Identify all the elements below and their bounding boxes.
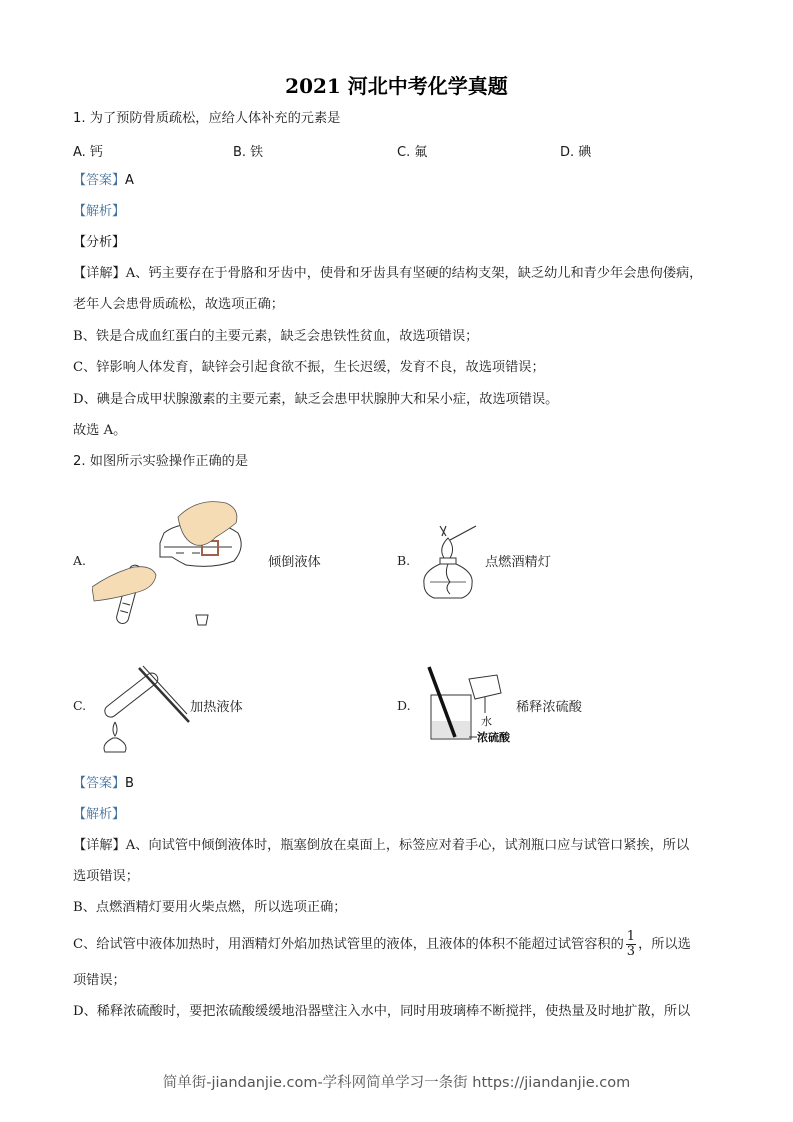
alcohol-lamp-icon (420, 522, 480, 602)
q1-detail-line: B、铁是合成血红蛋白的主要元素，缺乏会患铁性贫血，故选项错误； (73, 329, 479, 344)
footer-watermark: 简单街-jiandanjie.com-学科网简单学习一条街 https://jiandanjie.com (162, 1075, 631, 1091)
q2-detail-line: 项错误； (73, 973, 126, 988)
fenxi-tag: 【分析】 (73, 235, 126, 250)
q1-fenxi-tag (73, 234, 125, 252)
q2-detail-line: D、稀释浓硫酸时，要把浓硫酸缓缓地沿器壁注入水中，同时用玻璃棒不断搅拌，使热量及时地扩散，所以 (73, 1004, 691, 1019)
q1-stem: 1. 为了预防骨质疏松，应给人体补充的元素是 (73, 111, 341, 126)
q1-detail-line: 老年人会患骨质疏松，故选项正确； (73, 297, 284, 312)
q1-detail-line: C、锌影响人体发育，缺锌会引起食欲不振，生长迟缓，发育不良，故选项错误； (73, 360, 545, 375)
heating-test-tube-icon (95, 660, 190, 755)
q2-detail-line-with-fraction: C、给试管中液体加热时，用酒精灯外焰加热试管里的液体，且液体的体积不能超过试管容积的 $\frac{1}{3}$ ，所以选 (73, 929, 691, 959)
q2-detail-line: 选项错误； (73, 869, 139, 884)
figure-a-caption: 倾倒液体 (268, 555, 321, 570)
figure-b-label: B. (397, 553, 411, 568)
q1-detail-line: 【详解】A、钙主要存在于骨胳和牙齿中，使骨和牙齿具有坚硬的结构支架，缺乏幼儿和青少年会患佝偻病， (73, 266, 703, 281)
figure-a-label: A. (73, 553, 87, 568)
q1-detail-line: D、碘是合成甲状腺激素的主要元素，缺乏会患甲状腺肿大和呆小症，故选项错误。 (73, 392, 559, 407)
q2-stem: 2. 如图所示实验操作正确的是 (73, 454, 249, 469)
diluting-acid-icon (425, 665, 515, 745)
q1-option-c: C. 氟 (397, 145, 428, 160)
figure-b-caption: 点燃酒精灯 (485, 555, 551, 570)
q1-option-d: D. 碘 (560, 145, 592, 160)
answer-value: B (125, 776, 134, 791)
q2-detail-line: 【详解】A、向试管中倾倒液体时，瓶塞倒放在桌面上，标签应对着手心，试剂瓶口应与试管口紧挨，所以 (73, 838, 690, 853)
water-label: 水 (481, 715, 492, 728)
q2-detail-line: B、点燃酒精灯要用火柴点燃，所以选项正确； (73, 900, 347, 915)
fraction-one-third: $\frac{1}{3}$ (626, 929, 636, 959)
q1-detail-line: 故选 A。 (73, 423, 127, 438)
acid-label: 浓硫酸 (477, 731, 510, 744)
q1-option-b: B. 铁 (233, 145, 264, 160)
figure-d-label: D. (397, 698, 411, 713)
q2-analysis-tag (73, 806, 125, 824)
pouring-liquid-icon (92, 495, 252, 635)
q2-answer (73, 775, 134, 793)
q1-answer (73, 172, 134, 190)
answer-tag: 【答案】 (73, 776, 126, 791)
page-title: 2021 河北中考化学真题 (285, 74, 508, 98)
q1-option-a: A. 钙 (73, 145, 103, 160)
analysis-tag: 【解析】 (73, 204, 126, 219)
answer-tag: 【答案】 (73, 173, 126, 188)
answer-value: A (125, 173, 134, 188)
figure-d-caption: 稀释浓硫酸 (516, 700, 582, 715)
analysis-tag: 【解析】 (73, 807, 126, 822)
q1-analysis-tag (73, 203, 125, 221)
figure-c-caption: 加热液体 (190, 700, 243, 715)
figure-c-label: C. (73, 698, 87, 713)
